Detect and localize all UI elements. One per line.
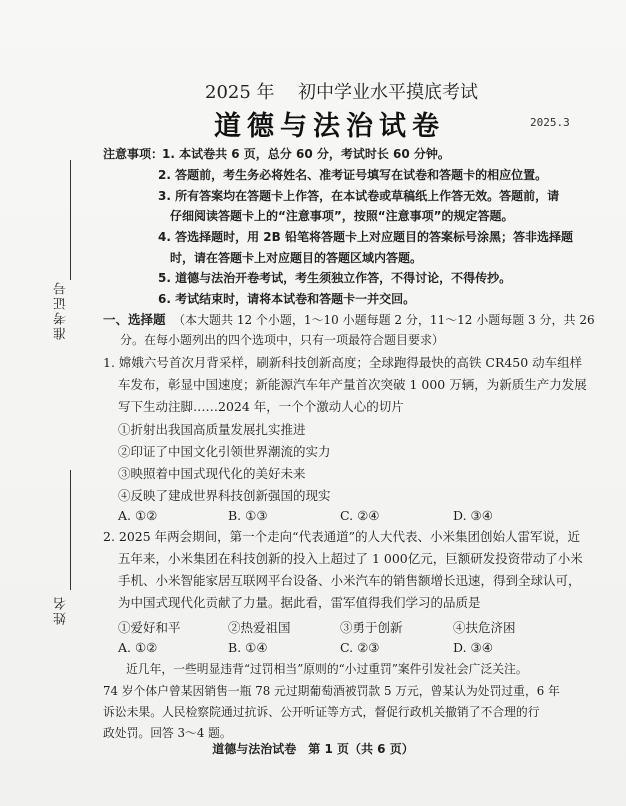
notice-item: 4. 答选择题时，用 2B 铅笔将答题卡上对应题目的答案标号涂黑；答非选择题 (158, 230, 573, 244)
passage-text: 政处罚。回答 3～4 题。 (103, 726, 232, 740)
notice-item: 5. 道德与法治开卷考试，考生须独立作答，不得讨论，不得传抄。 (158, 271, 512, 285)
notice-item: 3. 所有答案均在答题卡上作答，在本试卷或草稿纸上作答无效。答题前，请 (158, 189, 560, 203)
section-description: （本大题共 12 个小题，1～10 小题每题 2 分，11～12 小题每题 3 分，共 26 (173, 313, 595, 327)
page-title: 道德与法治试卷 (214, 111, 445, 142)
question-2-stem: 手机、小米智能家居互联网平台设备、小米汽车的销售额增长迅速，得到全球认可， (118, 573, 581, 588)
question-1-statement: ③映照着中国式现代化的美好未来 (118, 466, 306, 481)
question-2-stem: 2. 2025 年两会期间，第一个走向“代表通道”的人大代表、小米集团创始人雷军说，近 (103, 529, 580, 544)
question-2-option-c: C. ②③ (340, 640, 380, 655)
question-1-stem: 车发布，彰显中国速度；新能源汽车年产量首次突破 1 000 万辆，为新质生产力发展 (118, 377, 587, 392)
notice-label: 注意事项： (103, 147, 164, 161)
question-2-stem: 五年来，小米集团在科技创新的投入上超过了 1 000亿元，巨额研发投资带动了小米 (118, 551, 583, 566)
section-heading: 一、选择题 (103, 312, 166, 327)
question-2-statement: ①爱好和平 (118, 620, 181, 635)
question-1-stem: 1. 嫦娥六号首次月背采样，刷新科技创新高度；全球跑得最快的高铁 CR450 动车组样 (103, 355, 583, 370)
question-1-option-d: D. ③④ (453, 508, 493, 523)
notice-item: 时，请在答题卡上对应题目的答题区域内答题。 (170, 251, 423, 265)
question-1-option-b: B. ①③ (228, 508, 268, 523)
question-1-statement: ①折射出我国高质量发展扎实推进 (118, 422, 306, 437)
question-2-statement: ③勇于创新 (340, 620, 403, 635)
question-1-option-c: C. ②④ (340, 508, 380, 523)
question-1-statement: ④反映了建成世界科技创新强国的现实 (118, 488, 331, 503)
exam-name: 初中学业水平摸底考试 (298, 82, 478, 103)
question-2-option-a: A. ①② (118, 640, 158, 655)
page-footer: 道德与法治试卷 第 1 页（共 6 页） (212, 742, 414, 756)
passage-text: 诉讼未果。人民检察院通过抗诉、公开听证等方式，督促行政机关撤销了不合理的行 (103, 705, 540, 719)
question-2-statement: ②热爱祖国 (228, 620, 291, 635)
section-description: 分。在每小题列出的四个选项中，只有一项最符合题目要求） (120, 333, 445, 347)
exam-id-underline (70, 160, 71, 280)
exam-date: 2025.3 (530, 116, 570, 129)
exam-year: 2025 年 (205, 82, 275, 103)
notice-item: 6. 考试结束时，请将本试卷和答题卡一并交回。 (158, 292, 416, 306)
question-2-option-d: D. ③④ (453, 640, 493, 655)
name-underline (70, 470, 71, 590)
question-2-statement: ④扶危济困 (453, 620, 516, 635)
notice-item: 1. 本试卷共 6 页，总分 60 分，考试时长 60 分钟。 (162, 147, 450, 161)
name-label: 姓名 (54, 595, 69, 625)
question-2-stem: 为中国式现代化贡献了力量。据此看，雷军值得我们学习的品质是 (118, 595, 481, 610)
notice-item: 仔细阅读答题卡上的“注意事项”，按照“注意事项”的规定答题。 (170, 209, 514, 223)
exam-id-label: 准考证号 (54, 280, 69, 340)
exam-header (0, 78, 626, 102)
passage-text: 74 岁个体户曾某因销售一瓶 78 元过期葡萄酒被罚款 5 万元，曾某认为处罚过重，6 年 (103, 684, 560, 698)
notice-item: 2. 答题前，考生务必将姓名、准考证号填写在试卷和答题卡的相应位置。 (158, 168, 548, 182)
question-1-option-a: A. ①② (118, 508, 158, 523)
question-2-option-b: B. ①④ (228, 640, 268, 655)
passage-text: 近几年，一些明显违背“过罚相当”原则的“小过重罚”案件引发社会广泛关注。 (126, 662, 528, 676)
question-1-statement: ②印证了中国文化引领世界潮流的实力 (118, 444, 331, 459)
question-1-stem: 写下生动注脚……2024 年，一个个激动人心的切片 (118, 399, 404, 414)
